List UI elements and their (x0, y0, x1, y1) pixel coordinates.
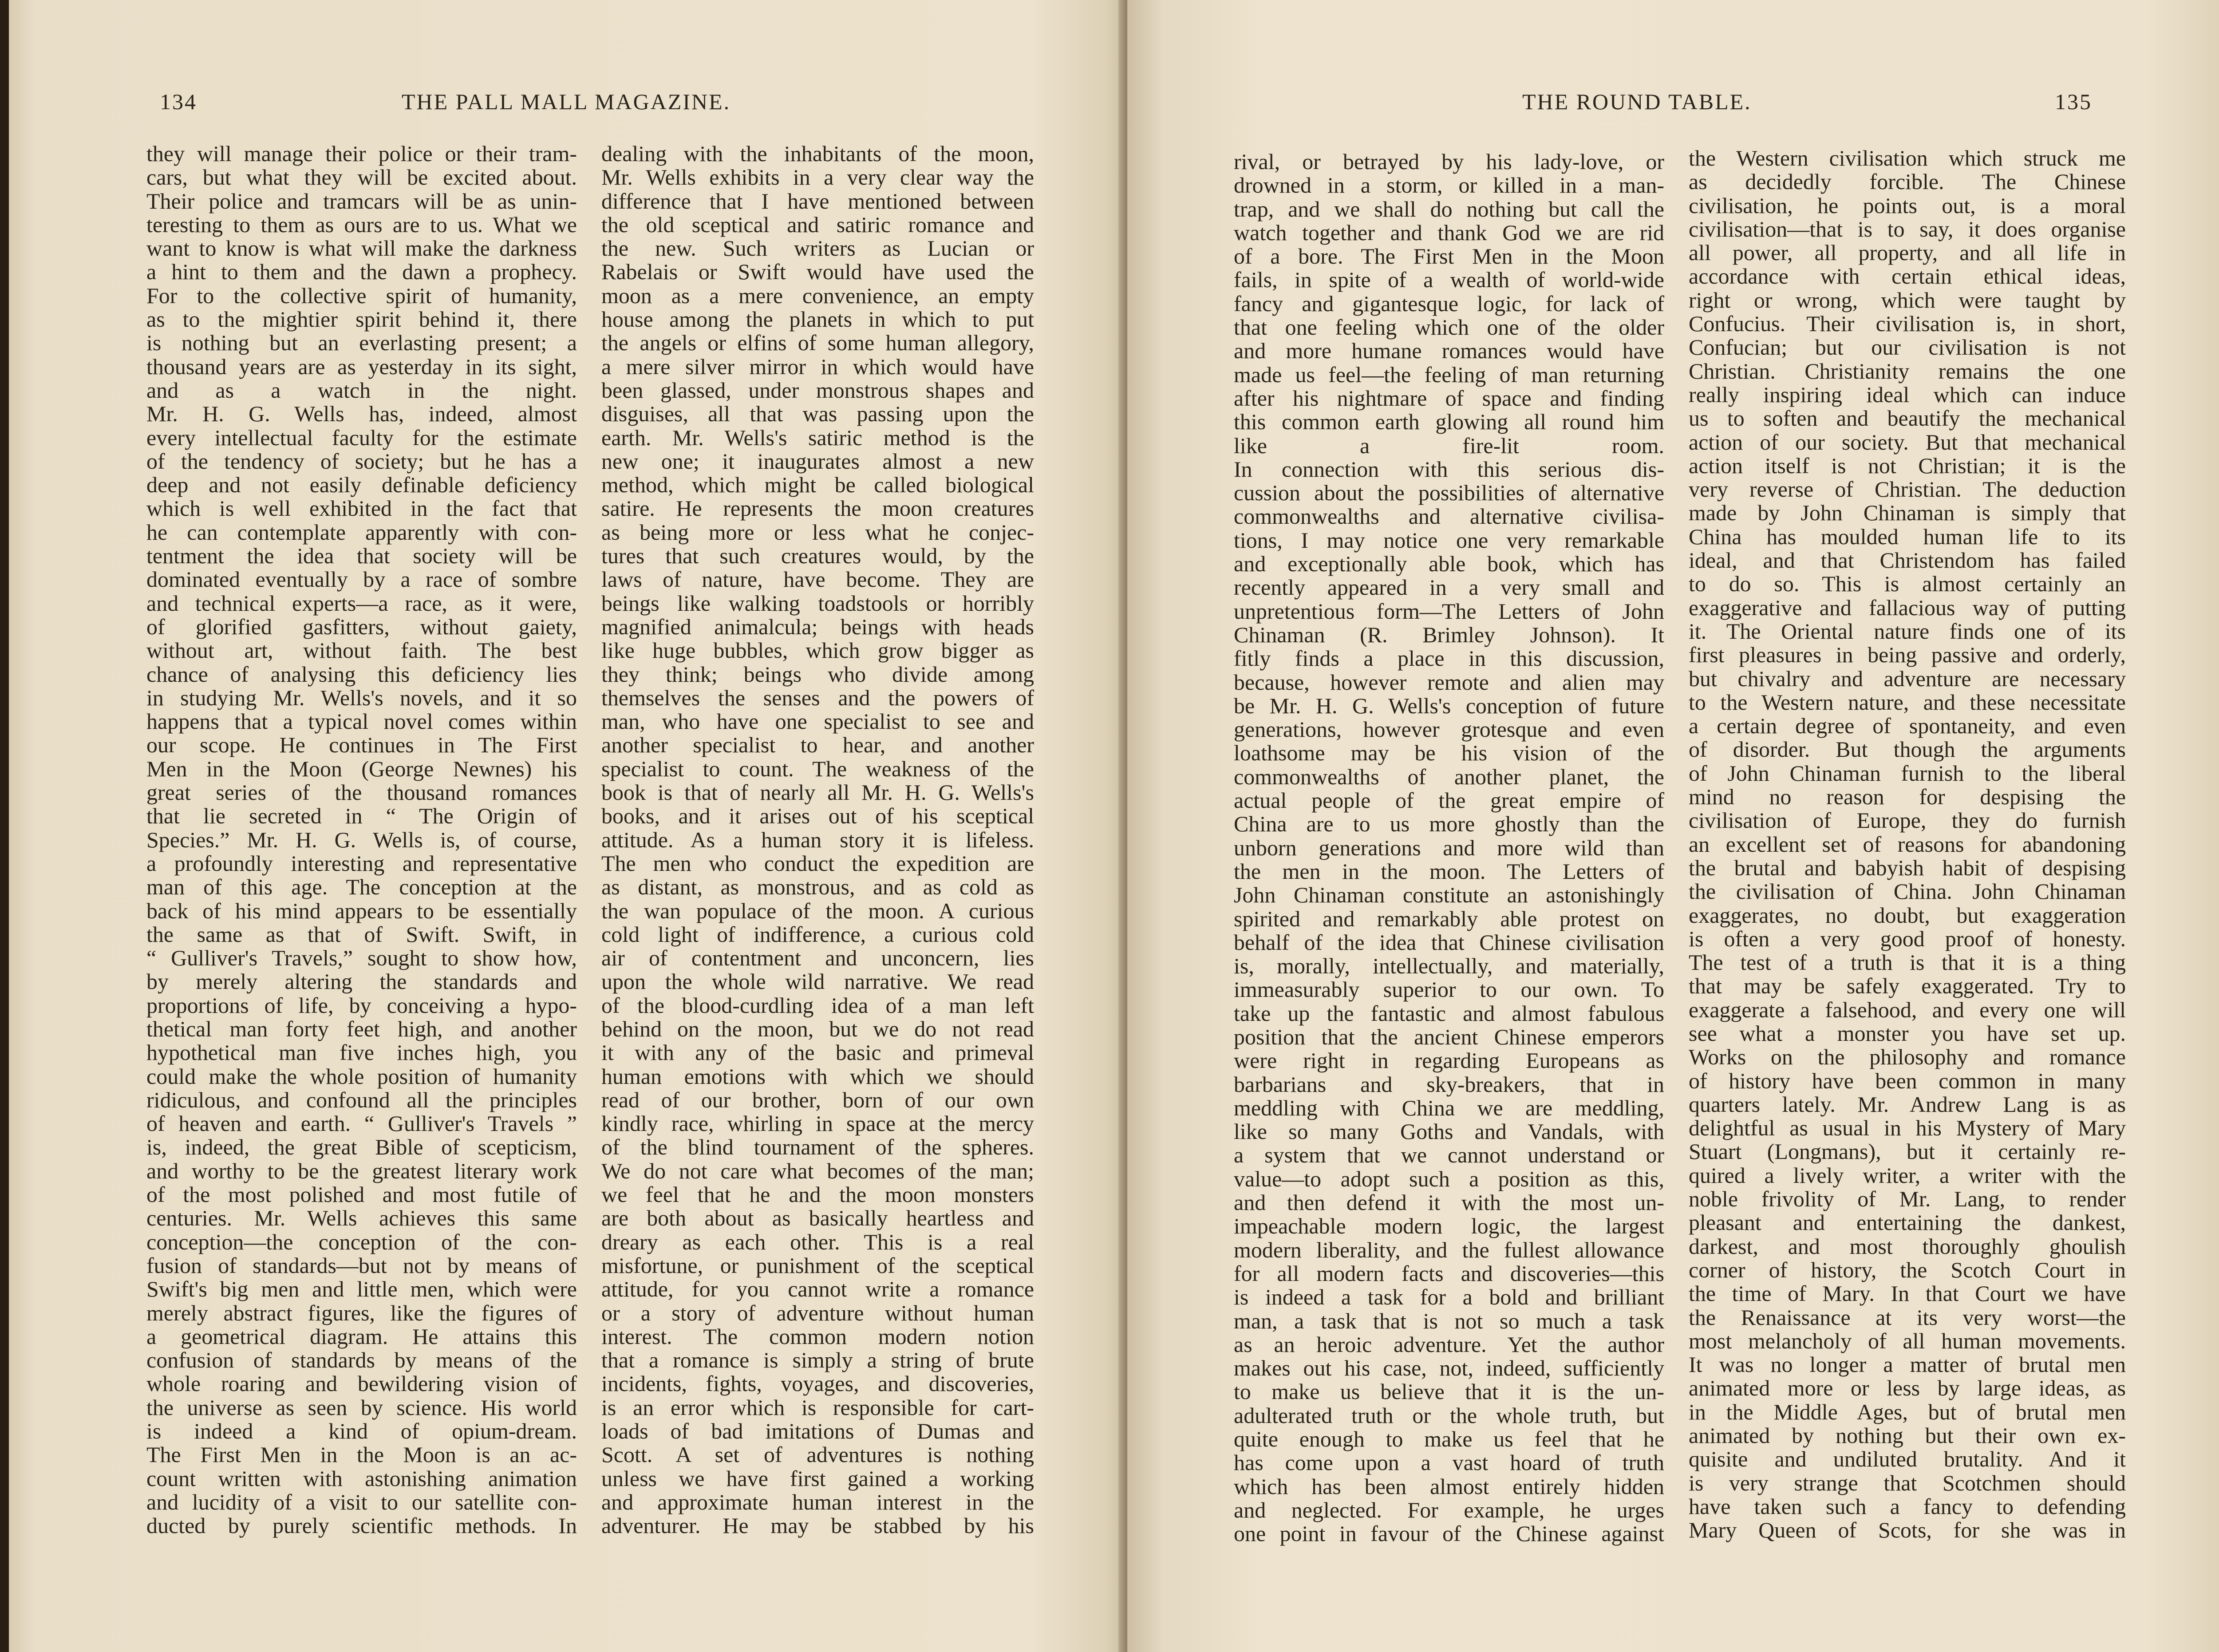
text-line: in the Middle Ages, but of brutal men (1689, 1399, 2126, 1424)
text-line: The First Men in the Moon is an ac- (146, 1442, 577, 1467)
text-line: or a story of adventure without human (601, 1300, 1034, 1325)
text-line: meddling with China we are meddling, (1234, 1095, 1664, 1120)
text-line: books, and it arises out of his sceptical (601, 803, 1034, 829)
text-line: a mere silver mirror in which would have (601, 354, 1034, 379)
text-line: Mr. H. G. Wells has, indeed, almost (146, 401, 577, 427)
right-page-column-2 (1689, 146, 2126, 1542)
text-line: every intellectual faculty for the estimate (146, 425, 577, 450)
text-line: of the tendency of society; but he has a (146, 448, 577, 474)
text-line: actual people of the great empire of (1234, 788, 1664, 813)
text-line: position that the ancient Chinese emperors (1234, 1024, 1664, 1049)
text-line: could make the whole position of humanity (146, 1063, 577, 1089)
text-line: kindly race, whirling in space at the mercy (601, 1111, 1034, 1136)
text-line: have taken such a fancy to defending (1689, 1494, 2126, 1519)
text-line: man, who have one specialist to see and (601, 709, 1034, 734)
text-line: rival, or betrayed by his lady-love, or (1234, 149, 1664, 174)
text-line: cars, but what they will be excited about. (146, 165, 577, 190)
text-line: recently appeared in a very small and (1234, 575, 1664, 600)
text-line: dominated eventually by a race of sombre (146, 567, 577, 592)
text-line: exaggerates, no doubt, but exaggeration (1689, 902, 2126, 928)
text-line: deep and not easily definable deficiency (146, 472, 577, 498)
text-line: civilisation of Europe, they do furnish (1689, 808, 2126, 833)
text-line: unless we have first gained a working (601, 1466, 1034, 1491)
text-line: beings like walking toadstools or horribly (601, 590, 1034, 616)
text-line: barbarians and sky-breakers, that in (1234, 1071, 1664, 1097)
text-line: interest. The common modern notion (601, 1324, 1034, 1349)
running-head: THE PALL MALL MAGAZINE. (402, 89, 731, 114)
text-line: been glassed, under monstrous shapes and (601, 377, 1034, 403)
text-line: as distant, as monstrous, and as cold as (601, 874, 1034, 900)
text-line: first pleasures in being passive and orderly, (1689, 642, 2126, 668)
text-line: commonwealths of another planet, the (1234, 764, 1664, 789)
text-line: darkest, and most thoroughly ghoulish (1689, 1233, 2126, 1259)
text-line: quired a lively writer, a writer with the (1689, 1162, 2126, 1188)
text-line: civilisation—that is to say, it does organise (1689, 216, 2126, 241)
text-line: loathsome may be his vision of the (1234, 740, 1664, 766)
text-line: immeasurably superior to our own. To (1234, 977, 1664, 1002)
text-line: centuries. Mr. Wells achieves this same (146, 1205, 577, 1231)
text-line: without art, without faith. The best (146, 638, 577, 663)
text-line: and lucidity of a visit to our satellite con- (146, 1489, 577, 1514)
text-line: fusion of standards—but not by means of (146, 1253, 577, 1278)
text-line: misfortune, or punishment of the sceptical (601, 1253, 1034, 1278)
text-line: they think; beings who divide among (601, 661, 1034, 687)
text-line: magnified animalcula; beings with heads (601, 614, 1034, 639)
text-line: the brutal and babyish habit of despising (1689, 855, 2126, 880)
text-line: which has been almost entirely hidden (1234, 1474, 1664, 1499)
text-line: tentment the idea that society will be (146, 543, 577, 569)
text-line: is an error which is responsible for cart- (601, 1395, 1034, 1420)
text-line: book is that of nearly all Mr. H. G. Wells's (601, 780, 1034, 805)
text-line: teresting to them as ours are to us. What we (146, 212, 577, 237)
text-line: and worthy to be the greatest literary work (146, 1158, 577, 1183)
text-line: In connection with this serious dis- (1234, 456, 1664, 482)
text-line: ducted by purely scientific methods. In (146, 1513, 577, 1538)
text-line: it with any of the basic and primeval (601, 1040, 1034, 1065)
text-line: man of this age. The conception at the (146, 874, 577, 900)
text-line: confusion of standards by means of the (146, 1348, 577, 1373)
text-line: adventurer. He may be stabbed by his (601, 1513, 1034, 1538)
text-line: and then defend it with the most un- (1234, 1190, 1664, 1215)
text-line: that may be safely exaggerated. Try to (1689, 973, 2126, 999)
text-line: made by John Chinaman is simply that (1689, 500, 2126, 526)
text-line: China are to us more ghostly than the (1234, 811, 1664, 837)
text-line: We do not care what becomes of the man; (601, 1158, 1034, 1183)
text-line: is indeed a kind of opium-dream. (146, 1419, 577, 1444)
text-line: of disorder. But though the arguments (1689, 737, 2126, 762)
text-line: tures that such creatures would, by the (601, 543, 1034, 569)
text-line: fancy and gigantesque logic, for lack of (1234, 291, 1664, 316)
text-line: quarters lately. Mr. Andrew Lang is as (1689, 1091, 2126, 1117)
text-line: cussion about the possibilities of alternative (1234, 480, 1664, 506)
text-line: watch together and thank God we are rid (1234, 220, 1664, 245)
text-line: happens that a typical novel comes within (146, 709, 577, 734)
text-line: Confucian; but our civilisation is not (1689, 335, 2126, 360)
text-line: is, morally, intellectually, and materially, (1234, 953, 1664, 979)
text-line: our scope. He continues in The First (146, 732, 577, 758)
text-line: thousand years are as yesterday in its sight, (146, 354, 577, 379)
text-line: but chivalry and adventure are necessary (1689, 666, 2126, 691)
text-line: action itself is not Christian; it is the (1689, 453, 2126, 478)
text-line: trap, and we shall do nothing but call the (1234, 196, 1664, 221)
text-line: hypothetical man five inches high, you (146, 1040, 577, 1065)
text-line: exaggerative and fallacious way of putting (1689, 595, 2126, 620)
right-page (1127, 0, 2219, 1652)
text-line: for all modern facts and discoveries—this (1234, 1261, 1664, 1286)
text-line: Their police and tramcars will be as unin- (146, 188, 577, 213)
text-line: as to the mightier spirit behind it, there (146, 307, 577, 332)
text-line: and technical experts—a race, as it were, (146, 590, 577, 616)
text-line: that one feeling which one of the older (1234, 315, 1664, 340)
text-line: fitly finds a place in this discussion, (1234, 646, 1664, 671)
text-line: man, a task that is not so much a task (1234, 1308, 1664, 1333)
text-line: impeachable modern logic, the largest (1234, 1213, 1664, 1239)
text-line: the same as that of Swift. Swift, in (146, 921, 577, 947)
text-line: dreary as each other. This is a real (601, 1229, 1034, 1254)
text-line: mind no reason for despising the (1689, 784, 2126, 810)
text-line: of glorified gasfitters, without gaiety, (146, 614, 577, 639)
text-line: method, which might be called biological (601, 472, 1034, 498)
text-line: difference that I have mentioned between (601, 188, 1034, 213)
text-line: and as a watch in the night. (146, 377, 577, 403)
text-line: generations, however grotesque and even (1234, 717, 1664, 742)
text-line: Scott. A set of adventures is nothing (601, 1442, 1034, 1467)
text-line: new one; it inaugurates almost a new (601, 448, 1034, 474)
left-page-column-1 (146, 142, 577, 1538)
text-line: an excellent set of reasons for abandoning (1689, 831, 2126, 857)
text-line: are both about as basically heartless and (601, 1205, 1034, 1231)
text-line: For to the collective spirit of humanity, (146, 283, 577, 308)
text-line: a system that we cannot understand or (1234, 1142, 1664, 1168)
text-line: back of his mind appears to be essentially (146, 898, 577, 923)
text-line: because, however remote and alien may (1234, 669, 1664, 695)
text-line: noble frivolity of Mr. Lang, to render (1689, 1186, 2126, 1212)
text-line: Christian. Christianity remains the one (1689, 358, 2126, 383)
text-line: exaggerate a falsehood, and every one will (1689, 997, 2126, 1022)
running-head: THE ROUND TABLE. (1522, 89, 1752, 114)
text-line: action of our society. But that mechanical (1689, 429, 2126, 454)
text-line: air of contentment and unconcern, lies (601, 945, 1034, 971)
left-page-column-2 (601, 142, 1034, 1538)
text-line: to the Western nature, and these necessitate (1689, 689, 2126, 715)
text-line: another specialist to hear, and another (601, 732, 1034, 758)
text-line: whole roaring and bewildering vision of (146, 1371, 577, 1396)
text-line: upon the whole wild narrative. We read (601, 969, 1034, 994)
text-line: the universe as seen by science. His world (146, 1395, 577, 1420)
text-line: the wan populace of the moon. A curious (601, 898, 1034, 923)
text-line: quite enough to make us feel that he (1234, 1427, 1664, 1452)
text-line: accordance with certain ethical ideas, (1689, 264, 2126, 289)
text-line: and neglected. For example, he urges (1234, 1497, 1664, 1522)
text-line: “ Gulliver's Travels,” sought to show how, (146, 945, 577, 971)
text-line: Works on the philosophy and romance (1689, 1044, 2126, 1070)
right-page-column-1 (1234, 150, 1664, 1546)
text-line: ideal, and that Christendom has failed (1689, 548, 2126, 573)
text-line: that lie secreted in “ The Origin of (146, 803, 577, 829)
text-line: has come upon a vast hoard of truth (1234, 1450, 1664, 1475)
text-line: right or wrong, which were taught by (1689, 287, 2126, 312)
text-line: the angels or elfins of some human allegory, (601, 330, 1034, 356)
text-line: is very strange that Scotchmen should (1689, 1470, 2126, 1495)
text-line: loads of bad imitations of Dumas and (601, 1419, 1034, 1444)
text-line: is nothing but an everlasting present; a (146, 330, 577, 356)
text-line: in studying Mr. Wells's novels, and it so (146, 685, 577, 710)
text-line: the old sceptical and satiric romance and (601, 212, 1034, 237)
text-line: tions, I may notice one very remarkable (1234, 527, 1664, 553)
text-line: great series of the thousand romances (146, 780, 577, 805)
text-line: we feel that he and the moon monsters (601, 1182, 1034, 1207)
text-line: is, indeed, the great Bible of scepticism, (146, 1134, 577, 1160)
text-line: of John Chinaman furnish to the liberal (1689, 760, 2126, 786)
left-page (9, 0, 1127, 1652)
text-line: the Western civilisation which struck me (1689, 146, 2126, 170)
text-line: that a romance is simply a string of brute (601, 1348, 1034, 1373)
text-line: and more humane romances would have (1234, 338, 1664, 364)
text-line: they will manage their police or their tram- (146, 141, 577, 166)
text-line: dealing with the inhabitants of the moon, (601, 141, 1034, 166)
text-line: laws of nature, have become. They are (601, 567, 1034, 592)
text-line: Men in the Moon (George Newnes) his (146, 756, 577, 781)
text-line: It was no longer a matter of brutal men (1689, 1352, 2126, 1377)
text-line: were right in regarding Europeans as (1234, 1048, 1664, 1073)
text-line: quisite and undiluted brutality. And it (1689, 1446, 2126, 1472)
text-line: Chinaman (R. Brimley Johnson). It (1234, 622, 1664, 647)
text-line: attitude. As a human story it is lifeless. (601, 827, 1034, 852)
text-line: read of our brother, born of our own (601, 1087, 1034, 1112)
text-line: count written with astonishing animation (146, 1466, 577, 1491)
text-line: and exceptionally able book, which has (1234, 551, 1664, 577)
text-line: the men in the moon. The Letters of (1234, 858, 1664, 884)
text-line: The men who conduct the expedition are (601, 850, 1034, 876)
text-line: house among the planets in which to put (601, 307, 1034, 332)
text-line: is often a very good proof of honesty. (1689, 926, 2126, 951)
text-line: made us feel—the feeling of man returning (1234, 362, 1664, 387)
text-line: the time of Mary. In that Court we have (1689, 1281, 2126, 1306)
text-line: to do so. This is almost certainly an (1689, 571, 2126, 597)
text-line: is indeed a task for a bold and brilliant (1234, 1284, 1664, 1310)
text-line: behind on the moon, but we do not read (601, 1016, 1034, 1041)
text-line: unborn generations and more wild than (1234, 835, 1664, 860)
text-line: as being more or less what he conjec- (601, 519, 1034, 545)
text-line: after his nightmare of space and finding (1234, 385, 1664, 411)
text-line: a certain degree of spontaneity, and even (1689, 713, 2126, 739)
text-line: value—to adopt such a position as this, (1234, 1166, 1664, 1191)
text-line: China has moulded human life to its (1689, 524, 2126, 549)
page-number: 135 (2055, 89, 2092, 114)
text-line: Species.” Mr. H. G. Wells is, of course, (146, 827, 577, 852)
text-line: earth. Mr. Wells's satiric method is the (601, 425, 1034, 450)
text-line: adulterated truth or the whole truth, but (1234, 1403, 1664, 1428)
text-line: ridiculous, and confound all the principles (146, 1087, 577, 1112)
text-line: Mr. Wells exhibits in a very clear way the (601, 165, 1034, 190)
text-line: specialist to count. The weakness of the (601, 756, 1034, 781)
text-line: spirited and remarkably able protest on (1234, 906, 1664, 931)
text-line: really inspiring ideal which can induce (1689, 382, 2126, 407)
text-line: civilisation, he points out, is a moral (1689, 193, 2126, 218)
text-line: animated more or less by large ideas, as (1689, 1375, 2126, 1401)
text-line: of the most polished and most futile of (146, 1182, 577, 1207)
text-line: thetical man forty feet high, and another (146, 1016, 577, 1041)
text-line: to make us believe that it is the un- (1234, 1379, 1664, 1404)
text-line: conception—the conception of the con- (146, 1229, 577, 1254)
text-line: by merely altering the standards and (146, 969, 577, 994)
text-line: very reverse of Christian. The deduction (1689, 477, 2126, 502)
text-line: as decidedly forcible. The Chinese (1689, 169, 2126, 194)
text-line: modern liberality, and the fullest allowance (1234, 1237, 1664, 1262)
text-line: attitude, for you cannot write a romance (601, 1277, 1034, 1302)
text-line: the new. Such writers as Lucian or (601, 236, 1034, 261)
text-line: cold light of indifference, a curious cold (601, 921, 1034, 947)
text-line: proportions of life, by conceiving a hypo- (146, 992, 577, 1018)
text-line: John Chinaman constitute an astonishingly (1234, 882, 1664, 908)
text-line: like huge bubbles, which grow bigger as (601, 638, 1034, 663)
text-line: Confucius. Their civilisation is, in short, (1689, 311, 2126, 336)
text-line: us to soften and beautify the mechanical (1689, 406, 2126, 431)
page-number: 134 (160, 89, 197, 114)
text-line: a hint to them and the dawn a prophecy. (146, 259, 577, 285)
text-line: human emotions with which we should (601, 1063, 1034, 1089)
text-line: like so many Goths and Vandals, with (1234, 1119, 1664, 1144)
text-line: like a fire-lit room. (1234, 433, 1664, 458)
text-line: want to know is what will make the darkness (146, 236, 577, 261)
text-line: corner of history, the Scotch Court in (1689, 1257, 2126, 1282)
text-line: drowned in a storm, or killed in a man- (1234, 173, 1664, 198)
text-line: themselves the senses and the powers of (601, 685, 1034, 710)
text-line: of heaven and earth. “ Gulliver's Travels ” (146, 1111, 577, 1136)
text-line: behalf of the idea that Chinese civilisation (1234, 929, 1664, 955)
text-line: incidents, fights, voyages, and discoveries, (601, 1371, 1034, 1396)
text-line: unpretentious form—The Letters of John (1234, 598, 1664, 624)
text-line: the Renaissance at its very worst—the (1689, 1304, 2126, 1330)
text-line: a geometrical diagram. He attains this (146, 1324, 577, 1349)
text-line: Swift's big men and little men, which were (146, 1277, 577, 1302)
text-line: be Mr. H. G. Wells's conception of future (1234, 693, 1664, 718)
text-line: this common earth glowing all round him (1234, 409, 1664, 435)
text-line: the civilisation of China. John Chinaman (1689, 879, 2126, 904)
text-line: it. The Oriental nature finds one of its (1689, 618, 2126, 644)
text-line: of history have been common in many (1689, 1068, 2126, 1093)
text-line: Stuart (Longmans), but it certainly re- (1689, 1139, 2126, 1164)
text-line: of the blood-curdling idea of a man left (601, 992, 1034, 1018)
text-line: makes out his case, not, indeed, sufficiently (1234, 1356, 1664, 1381)
text-line: moon as a mere convenience, an empty (601, 283, 1034, 308)
text-line: as an heroic adventure. Yet the author (1234, 1332, 1664, 1357)
text-line: The test of a truth is that it is a thing (1689, 950, 2126, 975)
text-line: of a bore. The First Men in the Moon (1234, 244, 1664, 269)
text-line: fails, in spite of a wealth of world-wide (1234, 267, 1664, 292)
text-line: pleasant and entertaining the dankest, (1689, 1210, 2126, 1235)
text-line: which is well exhibited in the fact that (146, 496, 577, 521)
text-line: delightful as usual in his Mystery of Mary (1689, 1115, 2126, 1141)
text-line: all power, all property, and all life in (1689, 240, 2126, 265)
text-line: disguises, all that was passing upon the (601, 401, 1034, 427)
text-line: Mary Queen of Scots, for she was in (1689, 1518, 2126, 1543)
text-line: take up the fantastic and almost fabulous (1234, 1000, 1664, 1026)
text-line: most melancholy of all human movements. (1689, 1328, 2126, 1353)
text-line: one point in favour of the Chinese against (1234, 1521, 1664, 1546)
text-line: see what a monster you have set up. (1689, 1020, 2126, 1046)
text-line: Rabelais or Swift would have used the (601, 259, 1034, 285)
text-line: commonwealths and alternative civilisa- (1234, 504, 1664, 529)
text-line: and approximate human interest in the (601, 1489, 1034, 1514)
text-line: a profoundly interesting and representative (146, 850, 577, 876)
text-line: satire. He represents the moon creatures (601, 496, 1034, 521)
text-line: merely abstract figures, like the figures of (146, 1300, 577, 1325)
text-line: he can contemplate apparently with con- (146, 519, 577, 545)
text-line: of the blind tournament of the spheres. (601, 1134, 1034, 1160)
text-line: animated by nothing but their own ex- (1689, 1423, 2126, 1448)
text-line: chance of analysing this deficiency lies (146, 661, 577, 687)
